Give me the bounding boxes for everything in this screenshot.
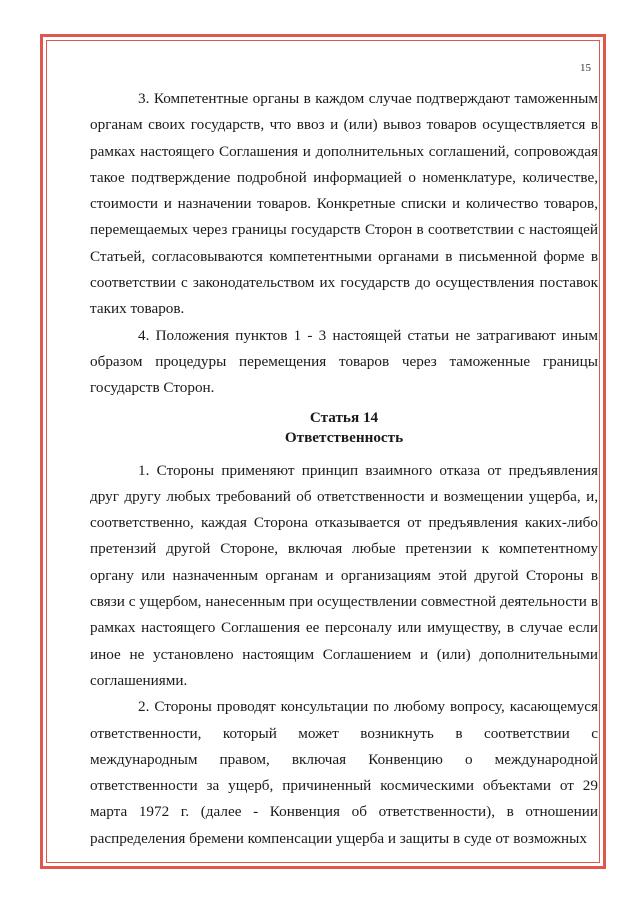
article-number: Статья 14: [309, 408, 379, 426]
paragraph-4: 4. Положения пунктов 1 - 3 настоящей статьи не затрагивают иным образом процедуры перемещения товаров через таможенные границы государств Сторон.: [90, 326, 598, 397]
article-title: Ответственность: [284, 428, 404, 446]
page-number: 15: [580, 62, 591, 74]
article-heading: [90, 408, 598, 448]
paragraph-1-liability: 1. Стороны применяют принцип взаимного отказа от предъявления друг другу любых требований об ответственности и возмещении ущерба, и, соответственно, каждая Сторона отказывается от предъявления каких-либо претензий другой Стороне, включая любые претензии к компетентному органу или назначенным органам и организациям этой другой Стороны в связи с ущербом, нанесенным при осуществлении совместной деятельности в рамках настоящего Соглашения ее персоналу или имуществу, в случае если иное не установлено настоящим Соглашением и (или) дополнительными соглашениями.: [90, 461, 598, 689]
paragraph-3: 3. Компетентные органы в каждом случае подтверждают таможенным органам своих государств, что ввоз и (или) вывоз товаров осуществляется в рамках настоящего Соглашения и дополнительных соглашений, сопровождая такое подтверждение подробной информацией о номенклатуре, количестве, стоимости и назначении товаров. Конкретные списки и количество товаров, перемещаемых через границы государств Сторон в соответствии с настоящей Статьей, согласовываются компетентными органами в письменной форме в соответствии с законодательством их государств до осуществления поставок таких товаров.: [90, 90, 598, 318]
paragraph-2-liability: 2. Стороны проводят консультации по любому вопросу, касающемуся ответственности, который может возникнуть в соответствии с международным правом, включая Конвенцию о международной ответственности за ущерб, причиненный космическими объектами от 29 марта 1972 г. (далее - Конвенция об ответственности), в отношении распределения бремени компенсации ущерба и защиты в суде от возможных: [90, 698, 598, 847]
document-body: [90, 86, 598, 852]
